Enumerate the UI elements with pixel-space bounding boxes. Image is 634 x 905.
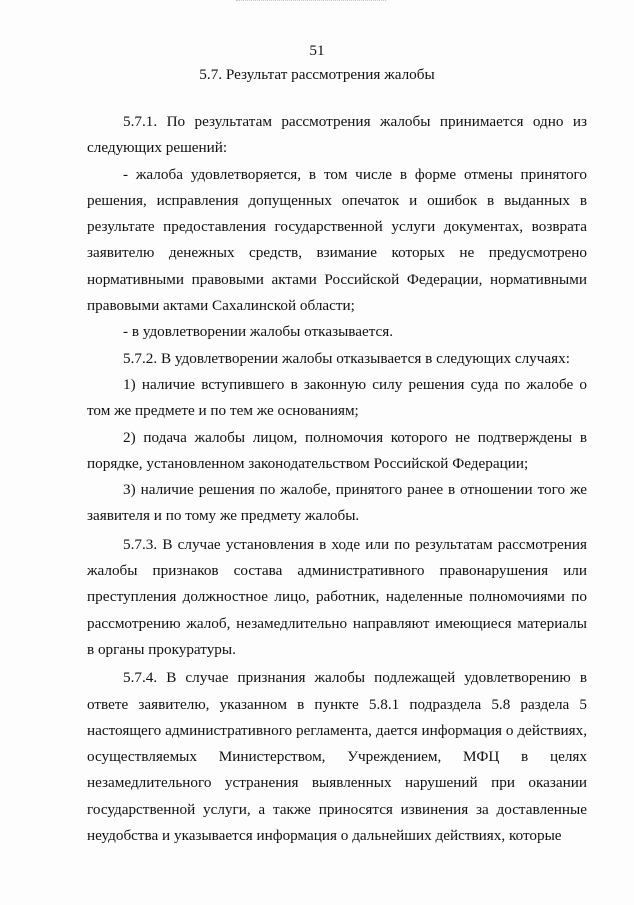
scan-artifact: [236, 0, 386, 11]
document-body: [87, 109, 587, 849]
paragraph-5-7-2: 5.7.2. В удовлетворении жалобы отказывается в следующих случаях:: [123, 349, 570, 367]
section-title: 5.7. Результат рассмотрения жалобы: [199, 66, 435, 83]
paragraph-5-7-1: 5.7.1. По результатам рассмотрения жалобы принимается одно из следующих решений:: [87, 113, 587, 157]
rejection-reason-1: 1) наличие вступившего в законную силу решения суда по жалобе о том же предмете и по тем же основаниям;: [87, 375, 587, 420]
page-number: 51: [309, 42, 325, 59]
paragraph-5-7-3: 5.7.3. В случае установления в ходе или по результатам рассмотрения жалобы признаков состава административного правонарушения или преступления должностное лицо, работник, наделенные полномочиями по рассмотрению жалоб, незамедлительно направляют имеющиеся материалы в органы прокуратуры.: [87, 535, 587, 658]
paragraph-5-7-4: 5.7.4. В случае признания жалобы подлежащей удовлетворению в ответе заявителю, указанном в пункте 5.8.1 подраздела 5.8 раздела 5 настоящего административного регламента, дается информация о действиях, осуществляемых Министерством, Учреждением, МФЦ в целях незамедлительного устранения выявленных нарушений при оказании государственной услуги, а также приносятся извинения за доставленные неудобства и указывается информация о дальнейших действиях, которые: [87, 669, 587, 845]
rejection-reason-2: 2) подача жалобы лицом, полномочия которого не подтверждены в порядке, установленном законодательством Российской Федерации;: [87, 428, 587, 472]
rejection-reason-3: 3) наличие решения по жалобе, принятого ранее в отношении того же заявителя и по тому же предмету жалобы.: [87, 481, 587, 525]
list-item-complaint-satisfied: - жалоба удовлетворяется, в том числе в форме отмены принятого решения, исправления допущенных опечаток и ошибок в выданных в результате предоставления государственной услуги документах, возврата заявителю денежных средств, взимание которых не предусмотрено нормативными правовыми актами Российской Федерации, нормативными правовыми актами Сахалинской области;: [87, 165, 587, 315]
list-item-complaint-rejected: - в удовлетворении жалобы отказывается.: [123, 323, 394, 341]
